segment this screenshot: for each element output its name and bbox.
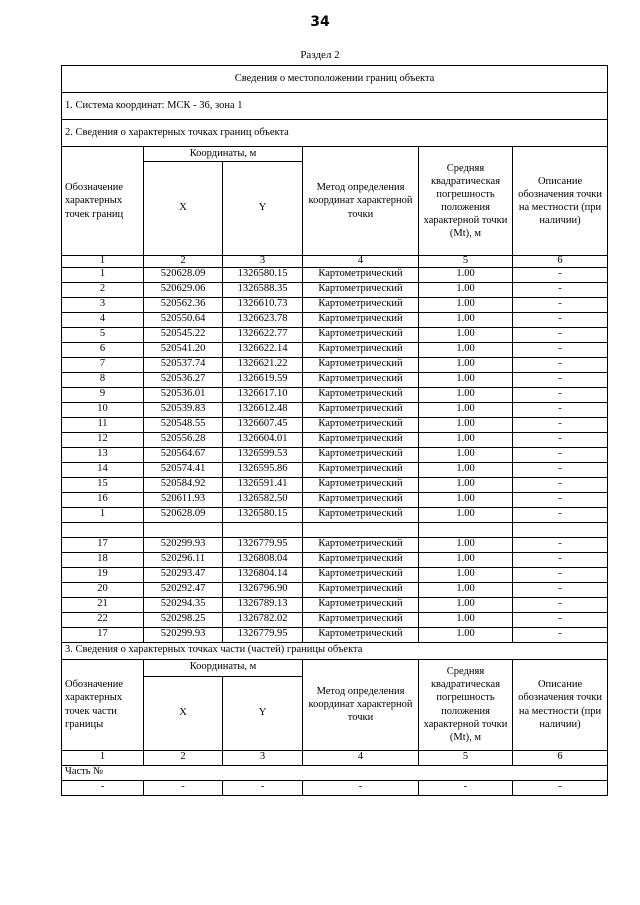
point-cell-6: - bbox=[513, 582, 608, 597]
point-cell-4: Картометрический bbox=[303, 312, 419, 327]
point-cell-1: 1 bbox=[62, 267, 144, 282]
point-cell-6: - bbox=[513, 282, 608, 297]
point-cell-4: Картометрический bbox=[303, 537, 419, 552]
point-cell-4: Картометрический bbox=[303, 612, 419, 627]
point-cell-3: 1326622.14 bbox=[223, 342, 303, 357]
point-cell-3: 1326789.13 bbox=[223, 597, 303, 612]
point-cell-2: 520628.09 bbox=[144, 507, 223, 522]
header-accuracy: Средняя квадратическая погрешность положения характерной точки (Mt), м bbox=[419, 147, 513, 256]
point-cell-4: Картометрический bbox=[303, 447, 419, 462]
point-cell-5: 1.00 bbox=[419, 312, 513, 327]
point-cell-2: 520296.11 bbox=[144, 552, 223, 567]
header-designation-part: Обозначение характерных точек части границы bbox=[62, 659, 144, 750]
point-cell-4: Картометрический bbox=[303, 342, 419, 357]
column-number-cell-5: 5 bbox=[419, 256, 513, 268]
point-cell-6: - bbox=[513, 342, 608, 357]
table-row bbox=[62, 627, 608, 642]
column-number-cell-2: 2 bbox=[144, 750, 223, 765]
point-cell-2: 520562.36 bbox=[144, 297, 223, 312]
column-number-cell-1: 1 bbox=[62, 256, 144, 268]
point-cell-4: Картометрический bbox=[303, 372, 419, 387]
table-row bbox=[62, 507, 608, 522]
table-row bbox=[62, 552, 608, 567]
coordinate-system: 1. Система координат: МСК - 36, зона 1 bbox=[62, 93, 608, 120]
point-cell-2: 520564.67 bbox=[144, 447, 223, 462]
point-cell-5: 1.00 bbox=[419, 492, 513, 507]
header-designation: Обозначение характерных точек границ bbox=[62, 147, 144, 256]
header-y-part: Y bbox=[223, 676, 303, 750]
table-row bbox=[62, 327, 608, 342]
section-label: Раздел 2 bbox=[300, 49, 340, 61]
point-cell-5: 1.00 bbox=[419, 432, 513, 447]
header-method: Метод определения координат характерной точки bbox=[303, 147, 419, 256]
point-cell-1: 20 bbox=[62, 582, 144, 597]
header-x-part: X bbox=[144, 676, 223, 750]
point-cell-3: 1326617.10 bbox=[223, 387, 303, 402]
point-cell-6: - bbox=[513, 462, 608, 477]
point-cell-2: 520541.20 bbox=[144, 342, 223, 357]
table-row bbox=[62, 372, 608, 387]
point-cell-6: - bbox=[513, 507, 608, 522]
point-cell-2: 520556.28 bbox=[144, 432, 223, 447]
point-cell-4: Картометрический bbox=[303, 462, 419, 477]
table-row bbox=[62, 582, 608, 597]
point-cell-5: 1.00 bbox=[419, 627, 513, 642]
header-method-part: Метод определения координат характерной точки bbox=[303, 659, 419, 750]
point-cell-4: Картометрический bbox=[303, 267, 419, 282]
point-cell-6: - bbox=[513, 492, 608, 507]
point-cell-1: 22 bbox=[62, 612, 144, 627]
point-cell-6: - bbox=[513, 297, 608, 312]
point-cell-6: - bbox=[513, 432, 608, 447]
table-row bbox=[62, 342, 608, 357]
point-cell-4: Картометрический bbox=[303, 417, 419, 432]
header-description-part: Описание обозначения точки на местности (при наличии) bbox=[513, 659, 608, 750]
point-cell-5: 1.00 bbox=[419, 537, 513, 552]
point-cell-2: 520611.93 bbox=[144, 492, 223, 507]
point-cell-4: Картометрический bbox=[303, 567, 419, 582]
point-cell-5: 1.00 bbox=[419, 567, 513, 582]
point-cell-4: Картометрический bbox=[303, 432, 419, 447]
points-section-title: 2. Сведения о характерных точках границ объекта bbox=[62, 120, 608, 147]
point-cell-5: 1.00 bbox=[419, 297, 513, 312]
header-coordinates: Координаты, м bbox=[144, 147, 303, 162]
point-cell-3: 1326580.15 bbox=[223, 507, 303, 522]
point-cell-4: Картометрический bbox=[303, 492, 419, 507]
header-description: Описание обозначения точки на местности (при наличии) bbox=[513, 147, 608, 256]
contour-separator-row bbox=[62, 522, 608, 537]
point-cell-6: - bbox=[513, 402, 608, 417]
point-cell-3: 1326588.35 bbox=[223, 282, 303, 297]
point-cell-3: 1326599.53 bbox=[223, 447, 303, 462]
point-cell-5: 1.00 bbox=[419, 342, 513, 357]
table-row bbox=[62, 477, 608, 492]
column-number-cell-2: 2 bbox=[144, 256, 223, 268]
point-cell-5: 1.00 bbox=[419, 417, 513, 432]
point-cell-1: 21 bbox=[62, 597, 144, 612]
column-number-cell-6: 6 bbox=[513, 256, 608, 268]
point-cell-2: 520539.83 bbox=[144, 402, 223, 417]
point-cell-1: 3 bbox=[62, 297, 144, 312]
point-cell-1: 10 bbox=[62, 402, 144, 417]
point-cell-6: - bbox=[513, 627, 608, 642]
point-cell-3: 1326591.41 bbox=[223, 477, 303, 492]
column-number-cell-6: 6 bbox=[513, 750, 608, 765]
boundary-table bbox=[61, 65, 608, 796]
point-cell-1: 1 bbox=[62, 507, 144, 522]
point-cell-4: Картометрический bbox=[303, 552, 419, 567]
point-cell-6: - bbox=[513, 387, 608, 402]
point-cell-5: 1.00 bbox=[419, 267, 513, 282]
point-cell-3: 1326607.45 bbox=[223, 417, 303, 432]
point-cell-3: 1326610.73 bbox=[223, 297, 303, 312]
point-cell-3: 1326796.90 bbox=[223, 582, 303, 597]
point-cell-2: 520545.22 bbox=[144, 327, 223, 342]
point-cell-3: 1326580.15 bbox=[223, 267, 303, 282]
point-cell-4: Картометрический bbox=[303, 597, 419, 612]
column-number-cell-4: 4 bbox=[303, 256, 419, 268]
point-cell-1: 8 bbox=[62, 372, 144, 387]
point-cell-3: 1326582.50 bbox=[223, 492, 303, 507]
point-cell-5: 1.00 bbox=[419, 372, 513, 387]
table-row bbox=[62, 312, 608, 327]
point-cell-1: 19 bbox=[62, 567, 144, 582]
point-cell-5: 1.00 bbox=[419, 387, 513, 402]
point-cell-1: 12 bbox=[62, 432, 144, 447]
table-row bbox=[62, 492, 608, 507]
point-cell-4: Картометрический bbox=[303, 297, 419, 312]
part-cell-1: - bbox=[62, 780, 144, 795]
point-cell-1: 14 bbox=[62, 462, 144, 477]
table-row bbox=[62, 297, 608, 312]
part-cell-3: - bbox=[223, 780, 303, 795]
part-cell-2: - bbox=[144, 780, 223, 795]
point-cell-1: 13 bbox=[62, 447, 144, 462]
point-cell-1: 16 bbox=[62, 492, 144, 507]
part-empty-row bbox=[62, 780, 608, 795]
header-accuracy-part: Средняя квадратическая погрешность положения характерной точки (Mt), м bbox=[419, 659, 513, 750]
point-cell-4: Картометрический bbox=[303, 282, 419, 297]
point-cell-3: 1326604.01 bbox=[223, 432, 303, 447]
point-cell-3: 1326779.95 bbox=[223, 537, 303, 552]
header-y: Y bbox=[223, 162, 303, 256]
point-cell-1: 17 bbox=[62, 537, 144, 552]
point-cell-1: 6 bbox=[62, 342, 144, 357]
column-number-cell-3: 3 bbox=[223, 750, 303, 765]
point-cell-5: 1.00 bbox=[419, 612, 513, 627]
point-cell-5: 1.00 bbox=[419, 447, 513, 462]
point-cell-1: 2 bbox=[62, 282, 144, 297]
point-cell-2: 520536.27 bbox=[144, 372, 223, 387]
point-cell-3: 1326782.02 bbox=[223, 612, 303, 627]
point-cell-3: 1326623.78 bbox=[223, 312, 303, 327]
point-cell-2: 520299.93 bbox=[144, 627, 223, 642]
point-cell-6: - bbox=[513, 477, 608, 492]
point-cell-3: 1326622.77 bbox=[223, 327, 303, 342]
part-cell-4: - bbox=[303, 780, 419, 795]
point-cell-6: - bbox=[513, 447, 608, 462]
point-cell-4: Картометрический bbox=[303, 627, 419, 642]
point-cell-1: 5 bbox=[62, 327, 144, 342]
point-cell-3: 1326595.86 bbox=[223, 462, 303, 477]
table-row bbox=[62, 567, 608, 582]
table-row bbox=[62, 462, 608, 477]
table-row bbox=[62, 447, 608, 462]
point-cell-2: 520574.41 bbox=[144, 462, 223, 477]
table-row bbox=[62, 432, 608, 447]
point-cell-3: 1326621.22 bbox=[223, 357, 303, 372]
table-row bbox=[62, 402, 608, 417]
column-numbers-row bbox=[62, 256, 608, 268]
point-cell-3: 1326808.04 bbox=[223, 552, 303, 567]
point-cell-3: 1326612.48 bbox=[223, 402, 303, 417]
part-label: Часть № bbox=[62, 765, 608, 780]
header-x: X bbox=[144, 162, 223, 256]
point-cell-6: - bbox=[513, 537, 608, 552]
point-cell-2: 520584.92 bbox=[144, 477, 223, 492]
point-cell-4: Картометрический bbox=[303, 387, 419, 402]
point-cell-2: 520537.74 bbox=[144, 357, 223, 372]
table-row bbox=[62, 612, 608, 627]
page-number: 34 bbox=[310, 14, 330, 30]
point-cell-4: Картометрический bbox=[303, 402, 419, 417]
part-section-title: 3. Сведения о характерных точках части (частей) границы объекта bbox=[62, 642, 608, 659]
point-cell-5: 1.00 bbox=[419, 462, 513, 477]
point-cell-2: 520294.35 bbox=[144, 597, 223, 612]
point-cell-4: Картометрический bbox=[303, 357, 419, 372]
point-cell-1: 7 bbox=[62, 357, 144, 372]
table-row bbox=[62, 387, 608, 402]
point-cell-4: Картометрический bbox=[303, 477, 419, 492]
point-cell-5: 1.00 bbox=[419, 552, 513, 567]
point-cell-1: 11 bbox=[62, 417, 144, 432]
table-row bbox=[62, 537, 608, 552]
column-number-cell-1: 1 bbox=[62, 750, 144, 765]
point-cell-4: Картометрический bbox=[303, 582, 419, 597]
point-cell-2: 520293.47 bbox=[144, 567, 223, 582]
point-cell-2: 520628.09 bbox=[144, 267, 223, 282]
point-cell-6: - bbox=[513, 552, 608, 567]
point-cell-2: 520292.47 bbox=[144, 582, 223, 597]
point-cell-2: 520299.93 bbox=[144, 537, 223, 552]
point-cell-4: Картометрический bbox=[303, 507, 419, 522]
point-cell-3: 1326779.95 bbox=[223, 627, 303, 642]
point-cell-5: 1.00 bbox=[419, 477, 513, 492]
table-row bbox=[62, 282, 608, 297]
point-cell-5: 1.00 bbox=[419, 327, 513, 342]
column-numbers-row bbox=[62, 750, 608, 765]
point-cell-5: 1.00 bbox=[419, 597, 513, 612]
point-cell-1: 15 bbox=[62, 477, 144, 492]
column-number-cell-3: 3 bbox=[223, 256, 303, 268]
point-cell-3: 1326804.14 bbox=[223, 567, 303, 582]
column-number-cell-4: 4 bbox=[303, 750, 419, 765]
point-cell-6: - bbox=[513, 372, 608, 387]
point-cell-2: 520629.06 bbox=[144, 282, 223, 297]
point-cell-5: 1.00 bbox=[419, 402, 513, 417]
point-cell-6: - bbox=[513, 267, 608, 282]
point-cell-3: 1326619.59 bbox=[223, 372, 303, 387]
table-row bbox=[62, 597, 608, 612]
point-cell-5: 1.00 bbox=[419, 357, 513, 372]
point-cell-6: - bbox=[513, 417, 608, 432]
point-cell-2: 520548.55 bbox=[144, 417, 223, 432]
point-cell-6: - bbox=[513, 597, 608, 612]
table-row bbox=[62, 417, 608, 432]
point-cell-1: 4 bbox=[62, 312, 144, 327]
point-cell-2: 520298.25 bbox=[144, 612, 223, 627]
point-cell-5: 1.00 bbox=[419, 582, 513, 597]
part-cell-5: - bbox=[419, 780, 513, 795]
point-cell-6: - bbox=[513, 357, 608, 372]
point-cell-2: 520550.64 bbox=[144, 312, 223, 327]
point-cell-2: 520536.01 bbox=[144, 387, 223, 402]
part-cell-6: - bbox=[513, 780, 608, 795]
point-cell-1: 17 bbox=[62, 627, 144, 642]
point-cell-4: Картометрический bbox=[303, 327, 419, 342]
header-coordinates-part: Координаты, м bbox=[144, 659, 303, 676]
point-cell-1: 18 bbox=[62, 552, 144, 567]
point-cell-6: - bbox=[513, 327, 608, 342]
table-row bbox=[62, 357, 608, 372]
table-row bbox=[62, 267, 608, 282]
point-cell-5: 1.00 bbox=[419, 507, 513, 522]
point-cell-6: - bbox=[513, 312, 608, 327]
column-number-cell-5: 5 bbox=[419, 750, 513, 765]
point-cell-6: - bbox=[513, 567, 608, 582]
point-cell-1: 9 bbox=[62, 387, 144, 402]
table-title: Сведения о местоположении границ объекта bbox=[62, 66, 608, 93]
point-cell-6: - bbox=[513, 612, 608, 627]
point-cell-5: 1.00 bbox=[419, 282, 513, 297]
